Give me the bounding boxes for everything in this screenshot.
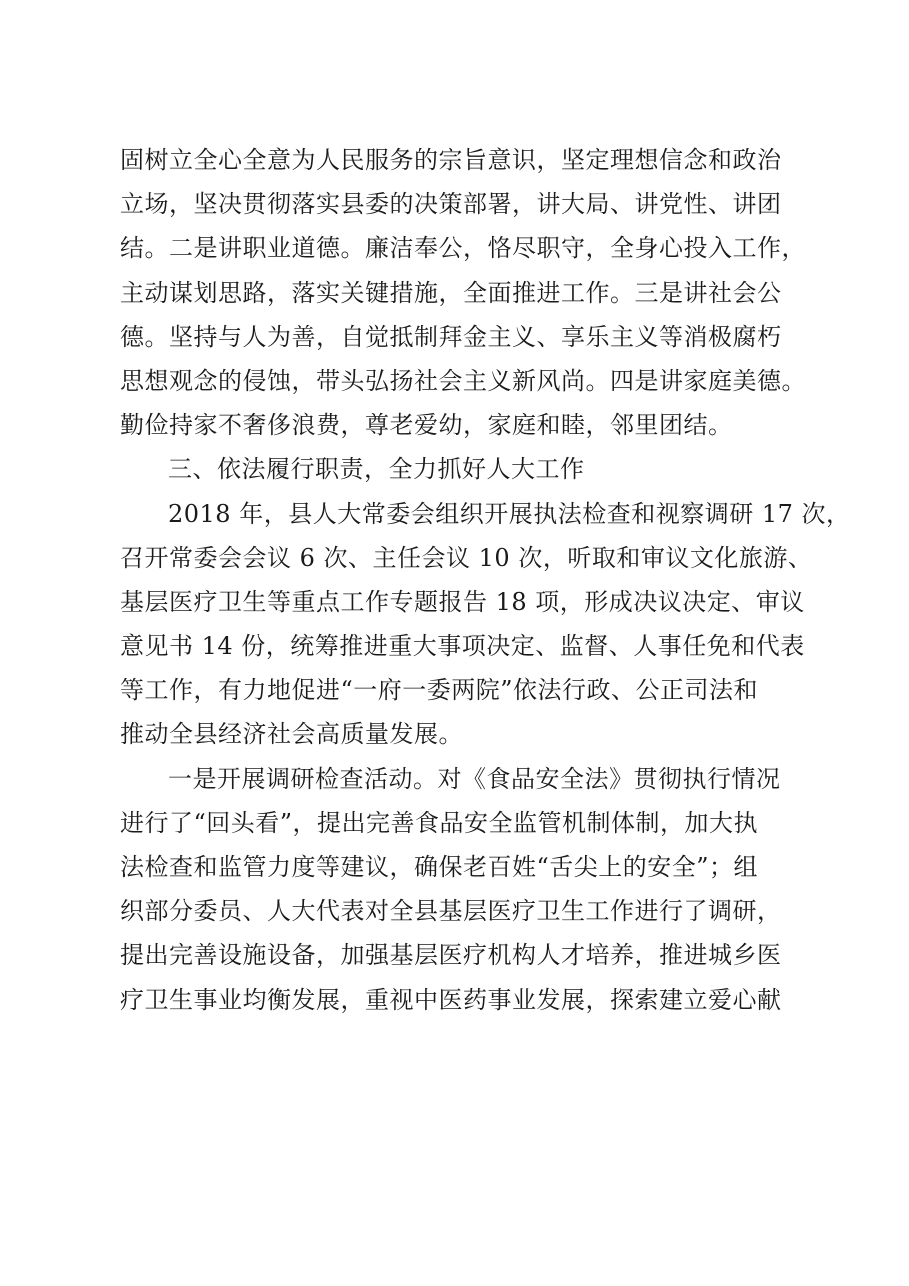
text-line: 结。二是讲职业道德。廉洁奉公，恪尽职守，全身心投入工作， [120, 234, 806, 263]
text-line: 立场，坚决贯彻落实县委的决策部署，讲大局、讲党性、讲团 [120, 190, 782, 219]
document-body [120, 138, 851, 1022]
text-line: 基层医疗卫生等重点工作专题报告 18 项，形成决议决定、审议 [120, 587, 805, 616]
text-line: 进行了“回头看”，提出完善食品安全监管机制体制，加大执 [120, 808, 759, 837]
text-line: 固树立全心全意为人民服务的宗旨意识，坚定理想信念和政治 [120, 146, 782, 174]
text-line: 推动全县经济社会高质量发展。 [120, 720, 463, 749]
paragraph-first-line: 2018 年，县人大常委会组织开展执法检查和视察调研 17 次， [168, 499, 851, 528]
text-line: 法检查和监管力度等建议，确保老百姓“舌尖上的安全”；组 [120, 853, 759, 881]
text-line: 提出完善设施设备，加强基层医疗机构人才培养，推进城乡医 [120, 941, 782, 970]
section-heading: 三、依法履行职责，全力抓好人大工作 [168, 455, 585, 484]
text-line: 疗卫生事业均衡发展，重视中医药事业发展，探索建立爱心献 [120, 985, 782, 1014]
text-line: 勤俭持家不奢侈浪费，尊老爱幼，家庭和睦，邻里团结。 [120, 411, 733, 440]
text-line: 主动谋划思路，落实关键措施，全面推进工作。三是讲社会公 [120, 278, 782, 307]
text-line: 等工作，有力地促进“一府一委两院”依法行政、公正司法和 [120, 676, 759, 705]
text-line: 织部分委员、人大代表对全县基层医疗卫生工作进行了调研， [120, 897, 782, 926]
text-line: 思想观念的侵蚀，带头弘扬社会主义新风尚。四是讲家庭美德。 [120, 366, 806, 395]
paragraph-first-line: 一是开展调研检查活动。对《食品安全法》贯彻执行情况 [168, 764, 781, 793]
text-line: 德。坚持与人为善，自觉抵制拜金主义、享乐主义等消极腐朽 [120, 322, 782, 351]
text-line: 意见书 14 份，统筹推进重大事项决定、监督、人事任免和代表 [120, 632, 805, 661]
text-line: 召开常委会会议 6 次、主任会议 10 次，听取和审议文化旅游、 [120, 543, 813, 572]
